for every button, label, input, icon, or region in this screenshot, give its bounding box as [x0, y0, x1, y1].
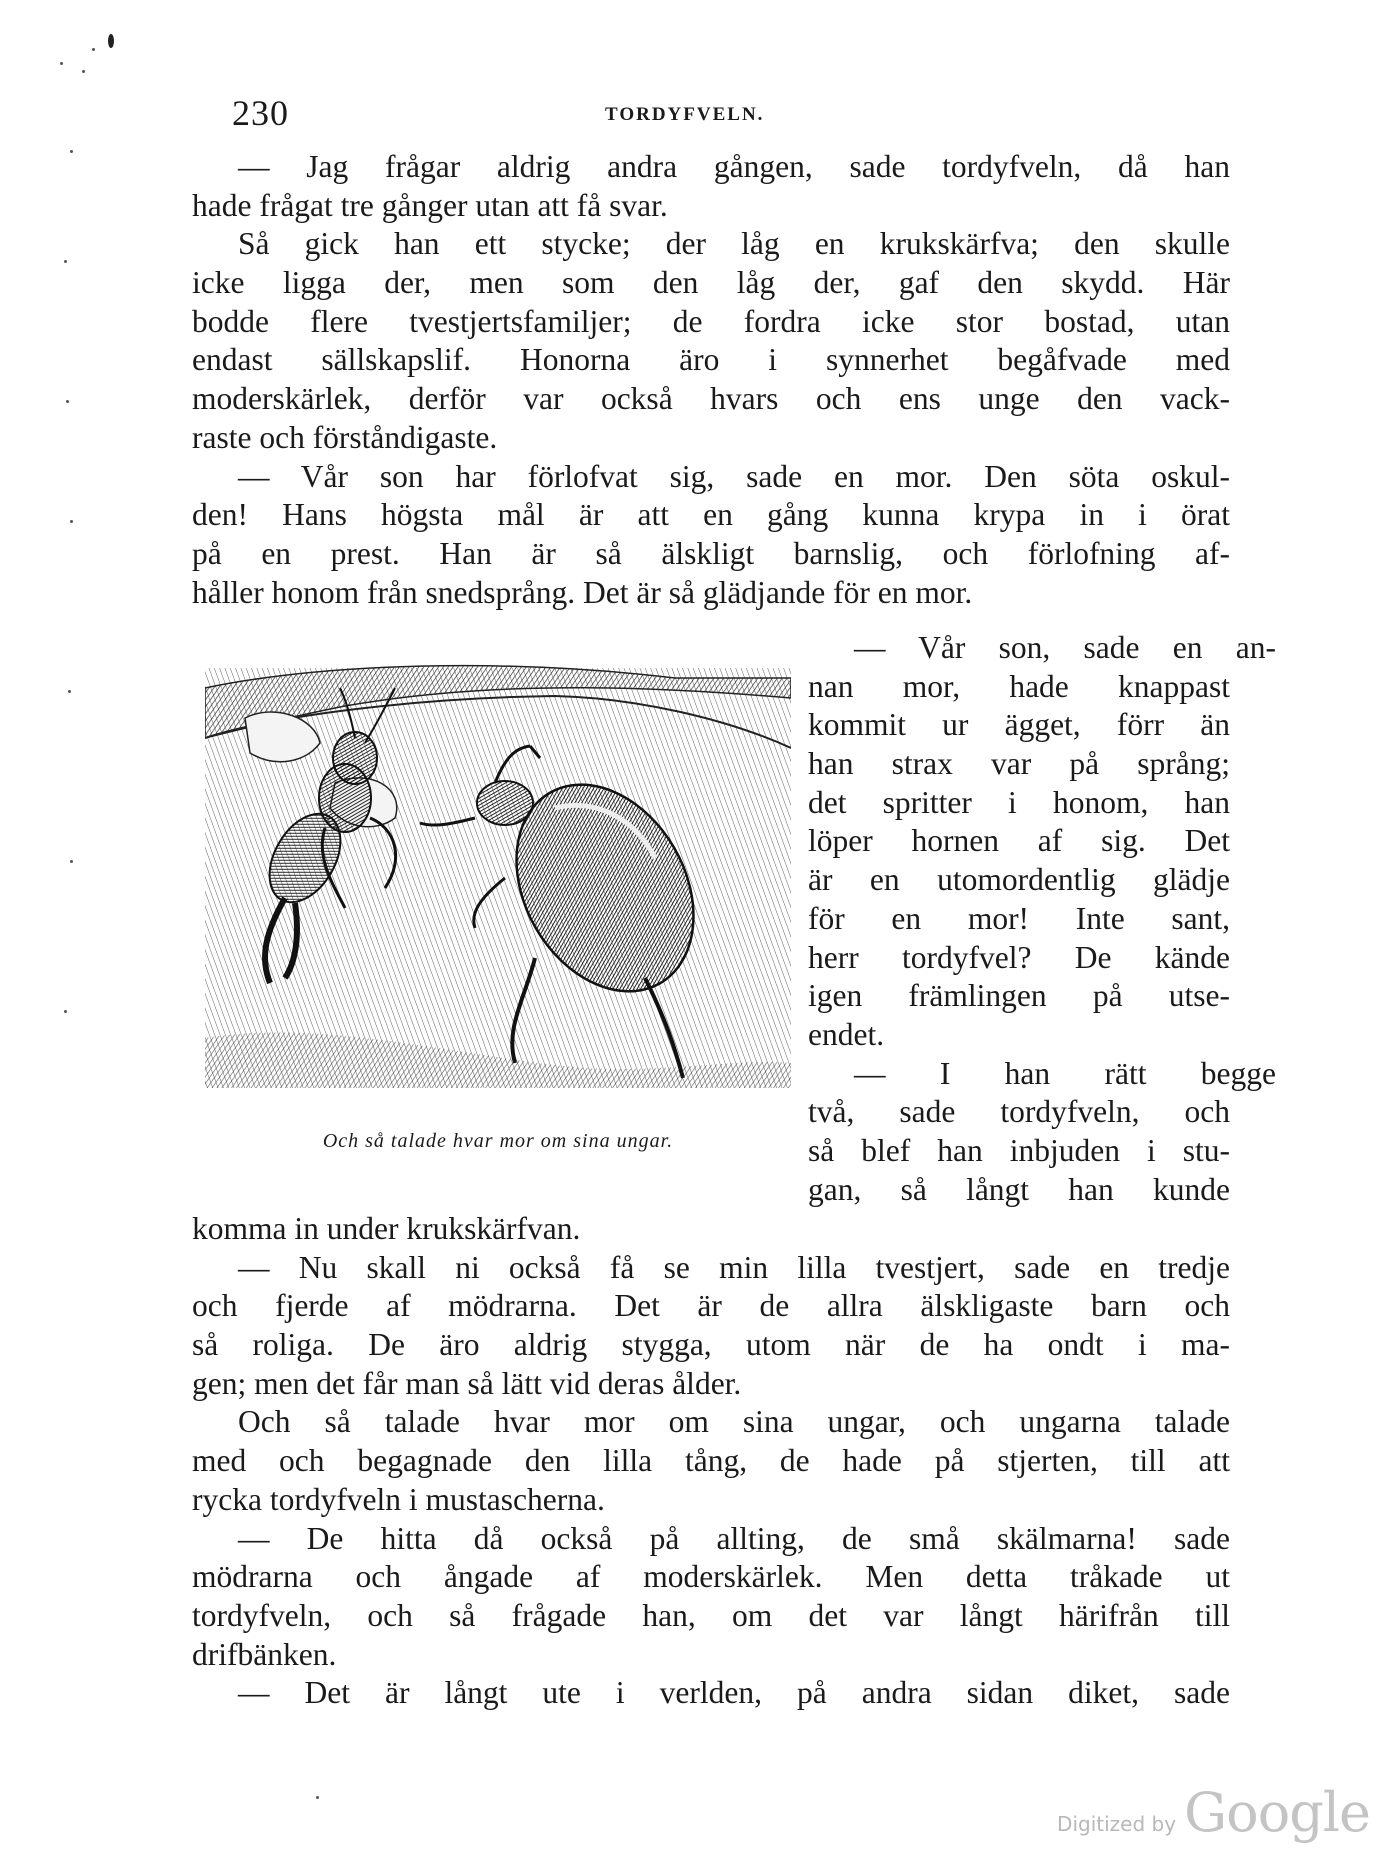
text-line: endet. — [808, 1016, 885, 1052]
text-line: på en prest. Han är så älskligt barnslig, och förlofning af- — [192, 535, 1230, 571]
text-line: icke ligga der, men som den låg der, gaf den skydd. Här — [192, 265, 1230, 301]
text-block-top — [192, 148, 1230, 612]
text-line: han strax var på språng; — [808, 746, 1230, 782]
text-line: moderskärlek, derför var också hvars och ens unge den vack- — [192, 381, 1230, 417]
text-block-bottom — [192, 1210, 1230, 1713]
text-line: så roliga. De äro aldrig stygga, utom när de ha ondt i ma- — [192, 1327, 1230, 1363]
text-line: kommit ur ägget, förr än — [808, 707, 1230, 743]
text-line: — I han rätt begge — [854, 1055, 1276, 1091]
text-line: gen; men det får man så lätt vid deras ålder. — [192, 1365, 742, 1401]
text-line: mödrarna och ångade af moderskärlek. Men detta tråkade ut — [192, 1559, 1230, 1595]
text-line: endast sällskapslif. Honorna äro i synnerhet begåfvade med — [192, 342, 1230, 378]
text-line: nan mor, hade knappast — [808, 668, 1230, 704]
google-logo: Google — [1184, 1781, 1370, 1844]
text-line: gan, så långt han kunde — [808, 1171, 1230, 1207]
text-line: det spritter i honom, han — [808, 784, 1230, 820]
illustration-caption: Och så talade hvar mor om sina ungar. — [322, 1130, 674, 1152]
text-line: drifbänken. — [192, 1636, 337, 1672]
text-line: den! Hans högsta mål är att en gång kunna krypa in i örat — [192, 497, 1230, 533]
page-number: 230 — [232, 93, 289, 133]
text-line: för en mor! Inte sant, — [808, 900, 1230, 936]
text-line: igen främlingen på utse- — [808, 978, 1230, 1014]
text-line: — Nu skall ni också få se min lilla tvestjert, sade en tredje — [238, 1249, 1230, 1285]
text-line: herr tordyfvel? De kände — [808, 939, 1230, 975]
text-line: och fjerde af mödrarna. Det är de allra älskligaste barn och — [192, 1288, 1230, 1324]
text-line: hade frågat tre gånger utan att få svar. — [192, 187, 668, 223]
beetle-engraving — [205, 658, 791, 1098]
text-line: — Det är långt ute i verlden, på andra sidan diket, sade — [238, 1675, 1230, 1711]
text-line: Så gick han ett stycke; der låg en krukskärfva; den skulle — [238, 226, 1230, 262]
text-line: tordyfveln, och så frågade han, om det var långt härifrån till — [192, 1597, 1230, 1633]
text-line: rycka tordyfveln i mustascherna. — [192, 1481, 605, 1517]
text-line: med och begagnade den lilla tång, de hade på stjerten, till att — [192, 1443, 1230, 1479]
text-line: Och så talade hvar mor om sina ungar, och ungarna talade — [238, 1404, 1230, 1440]
text-line: två, sade tordyfveln, och — [808, 1094, 1230, 1130]
text-block-side — [808, 629, 1276, 1209]
illustration — [205, 658, 791, 1098]
text-line: — Vår son, sade en an- — [854, 630, 1276, 665]
page-header — [190, 92, 1230, 140]
text-line: — De hitta då också på allting, de små skälmarna! sade — [238, 1520, 1230, 1556]
text-line: — Jag frågar aldrig andra gången, sade tordyfveln, då han — [238, 149, 1230, 184]
running-title: TORDYFVELN. — [605, 104, 765, 125]
text-line: raste och förståndigaste. — [192, 419, 498, 455]
watermark-prefix: Digitized by — [1057, 1812, 1177, 1836]
text-line: bodde flere tvestjertsfamiljer; de fordra icke stor bostad, utan — [192, 303, 1230, 339]
text-line: komma in under krukskärfvan. — [192, 1211, 581, 1246]
google-watermark — [1057, 1781, 1370, 1844]
text-line: är en utomordentlig glädje — [808, 862, 1230, 898]
text-line: löper hornen af sig. Det — [808, 823, 1230, 859]
text-line: håller honom från snedsprång. Det är så glädjande för en mor. — [192, 574, 973, 610]
text-line: så blef han inbjuden i stu- — [808, 1132, 1230, 1168]
text-line: — Vår son har förlofvat sig, sade en mor. Den söta oskul- — [238, 458, 1230, 494]
